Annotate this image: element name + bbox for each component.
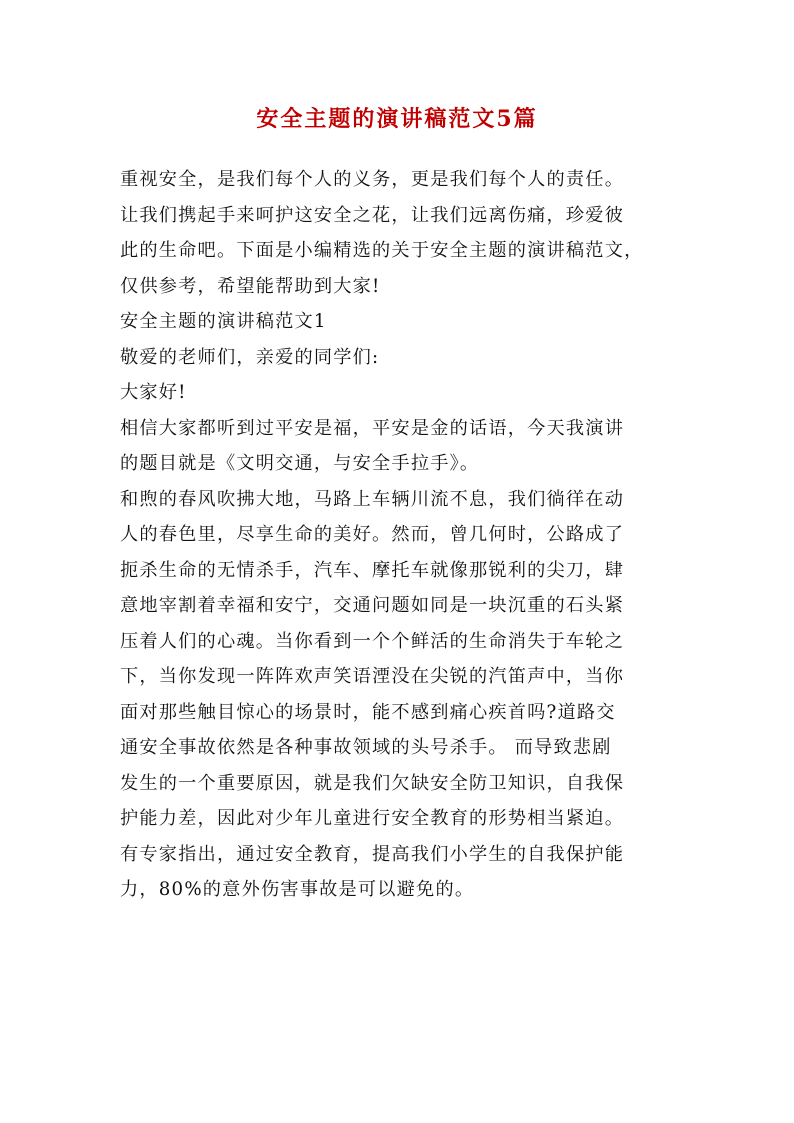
text-line: 有专家指出，通过安全教育，提高我们小学生的自我保护能 bbox=[120, 843, 625, 865]
text-line: 的题目就是《文明交通，与安全手拉手》。 bbox=[120, 453, 480, 474]
text-line: 人的春色里，尽享生命的美好。然而，曾几何时，公路成了 bbox=[120, 524, 625, 545]
text-line: 下，当你发现一阵阵欢声笑语湮没在尖锐的汽笛声中，当你 bbox=[120, 666, 625, 687]
text-line: 力，80%的意外伤害事故是可以避免的。 bbox=[120, 879, 475, 900]
text-line: 仅供参考，希望能帮助到大家! bbox=[120, 275, 381, 297]
text-line: 意地宰割着幸福和安宁，交通问题如同是一块沉重的石头紧 bbox=[120, 595, 625, 616]
document-body bbox=[120, 162, 700, 908]
document-title: 安全主题的演讲稿范文5篇 bbox=[256, 106, 538, 132]
text-line: 通安全事故依然是各种事故领域的头号杀手。 而导致悲剧 bbox=[120, 737, 612, 758]
text-line: 护能力差，因此对少年儿童进行安全教育的形势相当紧迫。 bbox=[120, 808, 625, 829]
section-heading: 安全主题的演讲稿范文1 bbox=[120, 311, 327, 332]
text-line: 相信大家都听到过平安是福，平安是金的话语，今天我演讲 bbox=[120, 417, 625, 439]
greeting: 大家好! bbox=[120, 382, 187, 403]
text-line: 发生的一个重要原因，就是我们欠缺安全防卫知识，自我保 bbox=[120, 772, 625, 794]
text-line: 让我们携起手来呵护这安全之花，让我们远离伤痛，珍爱彼 bbox=[120, 204, 625, 226]
text-line: 面对那些触目惊心的场景时，能不感到痛心疾首吗?道路交 bbox=[120, 701, 616, 723]
text-line: 重视安全，是我们每个人的义务，更是我们每个人的责任。 bbox=[120, 169, 625, 190]
text-line: 扼杀生命的无情杀手，汽车、摩托车就像那锐利的尖刀，肆 bbox=[120, 559, 625, 581]
salutation: 敬爱的老师们，亲爱的同学们: bbox=[120, 346, 380, 368]
text-line: 此的生命吧。下面是小编精选的关于安全主题的演讲稿范文， bbox=[120, 240, 644, 261]
text-line: 和煦的春风吹拂大地，马路上车辆川流不息，我们徜徉在动 bbox=[120, 488, 625, 510]
text-line: 压着人们的心魂。当你看到一个个鲜活的生命消失于车轮之 bbox=[120, 630, 625, 652]
